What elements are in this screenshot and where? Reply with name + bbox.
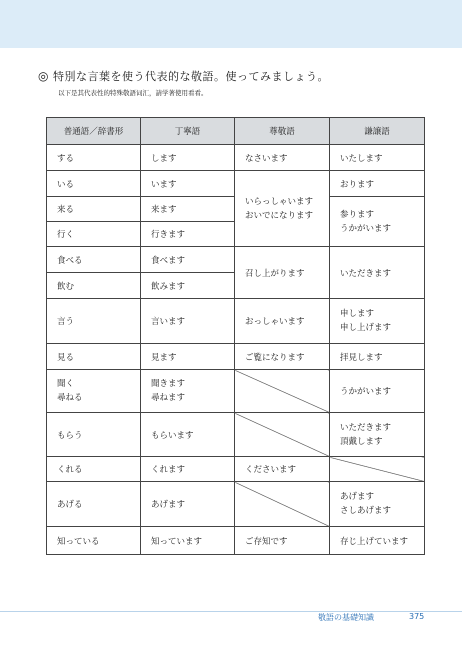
table-row bbox=[47, 299, 425, 344]
table-row bbox=[47, 527, 425, 555]
plain-cell: 言う bbox=[47, 299, 141, 344]
top-band bbox=[0, 0, 462, 48]
bullseye-mark-icon: ◎ bbox=[38, 69, 49, 83]
cell-line: 聞く bbox=[57, 379, 75, 389]
plain-cell bbox=[47, 370, 141, 413]
table-row bbox=[47, 413, 425, 457]
respectful-cell bbox=[235, 171, 330, 247]
cell-line: 尋ねる bbox=[57, 393, 83, 403]
page-subtitle: 以下是其代表性的特殊敬語词汇，請学著使用看看。 bbox=[58, 89, 208, 97]
polite-cell: 来ます bbox=[141, 197, 235, 222]
table-row bbox=[47, 370, 425, 413]
table-header-row bbox=[47, 118, 425, 145]
cell-line: うかがいます bbox=[340, 223, 392, 234]
table-row bbox=[47, 171, 425, 197]
humble-cell bbox=[330, 413, 425, 457]
empty-respectful-cell bbox=[235, 413, 330, 457]
polite-cell: 知っています bbox=[141, 527, 235, 555]
respectful-cell: ご存知です bbox=[235, 527, 330, 555]
column-header: 普通語／辞書形 bbox=[47, 118, 141, 145]
plain-cell: いる bbox=[47, 171, 141, 197]
humble-cell bbox=[330, 299, 425, 344]
cell-line: 尋ねます bbox=[151, 393, 186, 403]
cell-line: 参ります bbox=[340, 209, 375, 220]
humble-cell: いただきます bbox=[330, 247, 425, 299]
polite-cell: くれます bbox=[141, 457, 235, 482]
respectful-cell: 召し上がります bbox=[235, 247, 330, 299]
humble-cell bbox=[330, 482, 425, 527]
cell-line: あげます bbox=[340, 492, 375, 502]
humble-cell bbox=[330, 197, 425, 247]
plain-cell: 食べる bbox=[47, 247, 141, 273]
table-row bbox=[47, 482, 425, 527]
humble-cell: うかがいます bbox=[330, 370, 425, 413]
empty-humble-cell bbox=[330, 457, 425, 482]
cell-line: 申します bbox=[340, 309, 375, 319]
column-header: 丁寧語 bbox=[141, 118, 235, 145]
heading-text: 特別な言葉を使う代表的な敬語。使ってみましょう。 bbox=[52, 70, 329, 83]
plain-cell: 行く bbox=[47, 222, 141, 247]
humble-cell: 存じ上げています bbox=[330, 527, 425, 555]
cell-line: 頂戴します bbox=[340, 436, 383, 447]
plain-cell: 来る bbox=[47, 197, 141, 222]
empty-respectful-cell bbox=[235, 370, 330, 413]
table-row bbox=[47, 145, 425, 171]
polite-cell: します bbox=[141, 145, 235, 171]
page-heading bbox=[38, 68, 329, 84]
polite-cell: 言います bbox=[141, 299, 235, 344]
page-number: 375 bbox=[409, 612, 425, 621]
column-header: 謙譲語 bbox=[330, 118, 425, 145]
humble-cell: おります bbox=[330, 171, 425, 197]
honorific-verb-table bbox=[46, 117, 425, 555]
plain-cell: 知っている bbox=[47, 527, 141, 555]
polite-cell: います bbox=[141, 171, 235, 197]
column-header: 尊敬語 bbox=[235, 118, 330, 145]
humble-cell: 拝見します bbox=[330, 344, 425, 370]
cell-line: 申し上げます bbox=[340, 323, 392, 333]
polite-cell: もらいます bbox=[141, 413, 235, 457]
polite-cell: 見ます bbox=[141, 344, 235, 370]
plain-cell: くれる bbox=[47, 457, 141, 482]
respectful-cell: くださいます bbox=[235, 457, 330, 482]
cell-line: いらっしゃいます bbox=[245, 196, 314, 207]
table-row bbox=[47, 247, 425, 273]
polite-cell bbox=[141, 370, 235, 413]
respectful-cell: ご覧になります bbox=[235, 344, 330, 370]
respectful-cell: おっしゃいます bbox=[235, 299, 330, 344]
page-footer bbox=[0, 611, 462, 626]
polite-cell: 食べます bbox=[141, 247, 235, 273]
plain-cell: 飲む bbox=[47, 273, 141, 299]
cell-line: さしあげます bbox=[340, 506, 392, 516]
cell-line: いただきます bbox=[340, 422, 392, 433]
empty-respectful-cell bbox=[235, 482, 330, 527]
polite-cell: 行きます bbox=[141, 222, 235, 247]
humble-cell: いたします bbox=[330, 145, 425, 171]
plain-cell: する bbox=[47, 145, 141, 171]
footer-section-label: 敬語の基礎知識 bbox=[318, 613, 374, 622]
table-row bbox=[47, 344, 425, 370]
respectful-cell: なさいます bbox=[235, 145, 330, 171]
cell-line: おいでになります bbox=[245, 210, 314, 221]
plain-cell: もらう bbox=[47, 413, 141, 457]
plain-cell: あげる bbox=[47, 482, 141, 527]
polite-cell: あげます bbox=[141, 482, 235, 527]
polite-cell: 飲みます bbox=[141, 273, 235, 299]
cell-line: 聞きます bbox=[151, 379, 186, 389]
table-row bbox=[47, 457, 425, 482]
plain-cell: 見る bbox=[47, 344, 141, 370]
